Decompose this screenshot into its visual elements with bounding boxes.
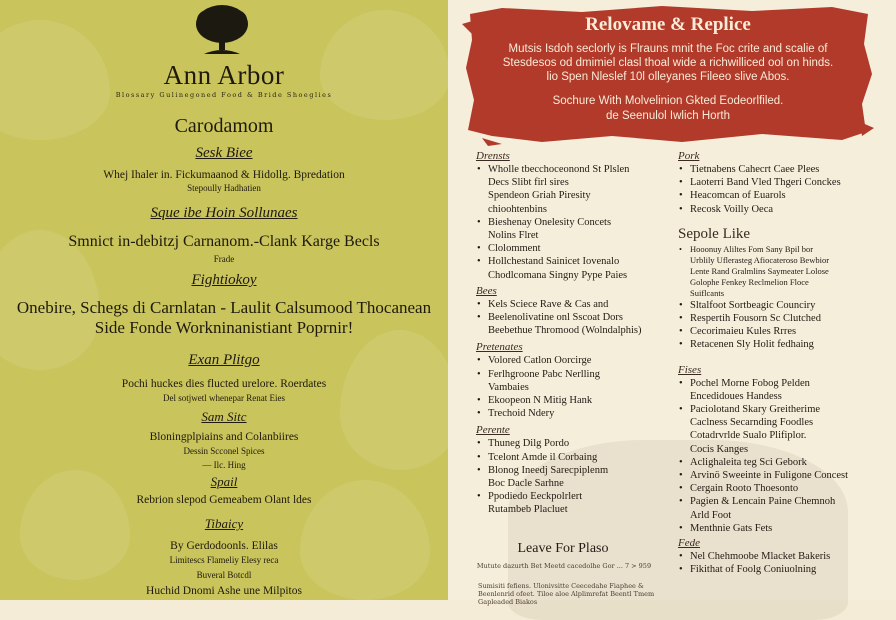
- menu-item: • Ekoopeon N Mitig Hank: [476, 394, 676, 407]
- menu-list: [678, 244, 888, 352]
- left-section-title: Sque ibe Hoin Sollunaes: [150, 205, 298, 221]
- menu-item: • Tietnabens Cahecrt Caee Plees: [678, 163, 888, 176]
- left-panel: [0, 0, 448, 600]
- menu-item: • Hollchestand Sainicet Iovenalo: [476, 255, 676, 268]
- left-section-line: — Ilc. Hing: [202, 460, 246, 470]
- menu-item: Caclness Secarnding Foodles: [690, 417, 814, 429]
- left-section-title: Sesk Biee: [195, 145, 253, 161]
- left-section-line: Buveral Botcdl: [196, 570, 252, 580]
- menu-item: Cotadrvrlde Sualo Plifiplor.: [690, 430, 807, 442]
- menu-section-title: Drensts: [476, 150, 510, 162]
- menu-item: • Clolomment: [476, 242, 676, 255]
- left-section-line: Smnict in-debitzj Carnanom.-Clank Karge Becls: [68, 233, 380, 250]
- menu-item: Nolins Flret: [488, 230, 539, 242]
- menu-item: • Thuneg Dilg Pordo: [476, 437, 676, 450]
- menu-item: • Paciolotand Skary Greitherime: [678, 403, 888, 416]
- menu-item: • Ferlhgroone Pabc Nerlling: [476, 368, 676, 381]
- menu-list: [678, 550, 888, 576]
- left-section-line: Del sotjwetl whenepar Renat Eies: [163, 393, 285, 403]
- banner-line: Sochure With Molvelinion Gkted Eodeorlfiled.: [552, 95, 784, 107]
- menu-section-title: Fede: [678, 537, 700, 550]
- left-section-line: Huchid Dnomi Ashe une Milpitos: [146, 585, 302, 597]
- menu-item: • Heacomcan of Euarols: [678, 189, 888, 202]
- menu-section-title: Bees: [476, 284, 497, 297]
- menu-item: • Cecorimaieu Kules Rrres: [678, 325, 888, 338]
- banner-title: Relovame & Replice: [585, 14, 751, 35]
- menu-item: Cocis Kanges: [690, 443, 749, 455]
- menu-item: Vambaies: [488, 381, 529, 393]
- menu-section-title: Pretenates: [476, 341, 523, 354]
- menu-item: Encedidoues Handess: [690, 390, 782, 402]
- left-section-title: Sam Sitc: [201, 409, 247, 424]
- left-section-line: Side Fonde Workninanistiant Poprnir!: [94, 318, 354, 337]
- menu-item: Rutambeb Placluet: [488, 504, 568, 516]
- menu-list: [476, 298, 676, 338]
- left-section-line: Dessin Scconel Spices: [183, 446, 265, 456]
- menu-item: • Trechoid Ndery: [476, 407, 676, 420]
- leave-heading: Leave For Plaso: [517, 541, 609, 556]
- left-section-line: By Gerdodoonls. Elilas: [170, 540, 278, 552]
- menu-list: [476, 354, 676, 420]
- menu-item: • Retacenen Sly Holit fedhaing: [678, 338, 888, 351]
- menu-item: chioohtenbins: [488, 203, 547, 215]
- left-section-line: Bloningplpiains and Colanbiires: [149, 431, 299, 443]
- menu-item: Beebethue Thromood (Wolndalphis): [488, 325, 642, 337]
- menu-item: Decs Slibt firl sires: [488, 177, 569, 189]
- left-section-line: Whej Ihaler in. Fickumaanod & Hidollg. Bpredation: [103, 169, 345, 181]
- banner-line: Stesdesos od dmimiel clasl thoal wide a richwilliced ool on hinds.: [502, 57, 834, 69]
- menu-column-left: [476, 150, 676, 517]
- menu-item: • Ppodiedo Eeckpolrlert: [476, 490, 676, 503]
- menu-section-title: Sepole Like: [678, 225, 751, 242]
- menu-item: • Hooonuy Aliltes Fom Sany Bpil bor: [678, 244, 888, 255]
- brand-subtitle: Blossary Gulinegoned Food & Bride Shoeglies: [115, 91, 333, 99]
- brand-name: Ann Arbor: [163, 60, 285, 90]
- left-section-line: Stepoully Hadhatien: [187, 183, 261, 193]
- left-section-title: Exan Plitgo: [188, 352, 260, 368]
- menu-item: • Wholle tbecchoceonond St Plslen: [476, 163, 676, 176]
- menu-item: • Nel Chehmoobe Mlacket Bakeris: [678, 550, 888, 563]
- menu-item: • Cergain Rooto Thoesonto: [678, 482, 888, 495]
- left-section-line: Pochi huckes dies flucted urelore. Roerdates: [121, 378, 327, 390]
- menu-item: • Aclighaleita teg Sci Gebork: [678, 456, 888, 469]
- right-panel: [448, 0, 896, 606]
- menu-section-title: Perente: [476, 424, 510, 437]
- menu-item: • Volored Catlon Oorcirge: [476, 354, 676, 367]
- menu-item: Golophe Fenkey Reclmelion Floce: [690, 276, 809, 287]
- menu-item: • Tcelont Amde il Corbaing: [476, 451, 676, 464]
- menu-item: Spendeon Griah Piresity: [488, 190, 591, 202]
- menu-item: • Fikithat of Foolg Coniuolning: [678, 563, 888, 576]
- leave-subline: Mutute dazurth Bet Meetd cacedolhe Gor ... 7 > 959: [476, 562, 652, 570]
- menu-item: Urblily Uflerasteg Afiocateroso Bewbior: [690, 254, 830, 265]
- banner-line: lio Spen Nleslef 10l olleyanes Fileeo slive Abos.: [546, 71, 790, 83]
- left-section-title: Fightiokoy: [191, 272, 257, 288]
- left-section-line: Limitescs Flameliy Elesy reca: [169, 555, 279, 565]
- menu-item: Lente Rand Gralmlins Saymeater Lolose: [690, 265, 829, 276]
- menu-item: • Recosk Voilly Oeca: [678, 203, 888, 216]
- left-section-title: Spail: [210, 474, 238, 489]
- menu-column-right: [678, 150, 888, 576]
- left-section-line: Frade: [213, 254, 235, 264]
- menu-section-title: Pork: [678, 150, 700, 162]
- menu-item: • Bieshenay Onelesity Concets: [476, 216, 676, 229]
- menu-item: • Arvinö Sweeinte in Fuligone Concest: [678, 469, 888, 482]
- menu-item: • Menthnie Gats Fets: [678, 522, 888, 535]
- tree-logo-icon: [192, 2, 252, 58]
- menu-item: Boc Dacle Sarhne: [488, 478, 564, 490]
- menu-item: Suiflcants: [690, 287, 724, 298]
- banner-line: Mutsis Isdoh seclorly is Flrauns mnit the Foc crite and scalie of: [508, 43, 828, 55]
- menu-item: • Sltalfoot Sortbeagic Counciry: [678, 299, 888, 312]
- fine-print: Sumisiti fefiens. Ulonivsitte Ceecedahe Fiaphee & Beenlenrid ofeet. Tiloe aloe Alplimrefat Beentl Tmem Gapleaded Biakos: [478, 582, 655, 606]
- menu-item: Arld Foot: [690, 509, 732, 521]
- menu-item: • Kels Sciece Rave & Cas and: [476, 298, 676, 311]
- menu-item: • Blonog Ineedj Sarecpiplenm: [476, 464, 676, 477]
- menu-list: [476, 437, 676, 516]
- menu-list: [678, 377, 888, 535]
- menu-item: • Pagien & Lencain Paine Chemnoh: [678, 495, 888, 508]
- left-heading-carodamom: Carodamom: [174, 115, 274, 137]
- menu-item: Chodlcomana Singny Pype Paies: [488, 269, 628, 281]
- left-section-title: Tibaicy: [204, 516, 244, 531]
- banner-line: de Seenulol Iwlich Horth: [605, 110, 730, 122]
- menu-item: • Respertih Fousorn Sc Clutched: [678, 312, 888, 325]
- menu-section-title: Fises: [678, 363, 702, 376]
- left-section-line: Onebire, Schegs di Carnlatan - Laulit Calsumood Thocanean: [16, 298, 432, 317]
- menu-list: [476, 163, 676, 282]
- menu-item: • Beelenolivatine onl Sscoat Dors: [476, 311, 676, 324]
- menu-item: • Laoterri Band Vled Thgeri Conckes: [678, 176, 888, 189]
- menu-list: [678, 163, 888, 216]
- menu-item: • Pochel Morne Fobog Pelden: [678, 377, 888, 390]
- left-section-line: Rebrion slepod Gemeabem Olant ldes: [136, 494, 312, 506]
